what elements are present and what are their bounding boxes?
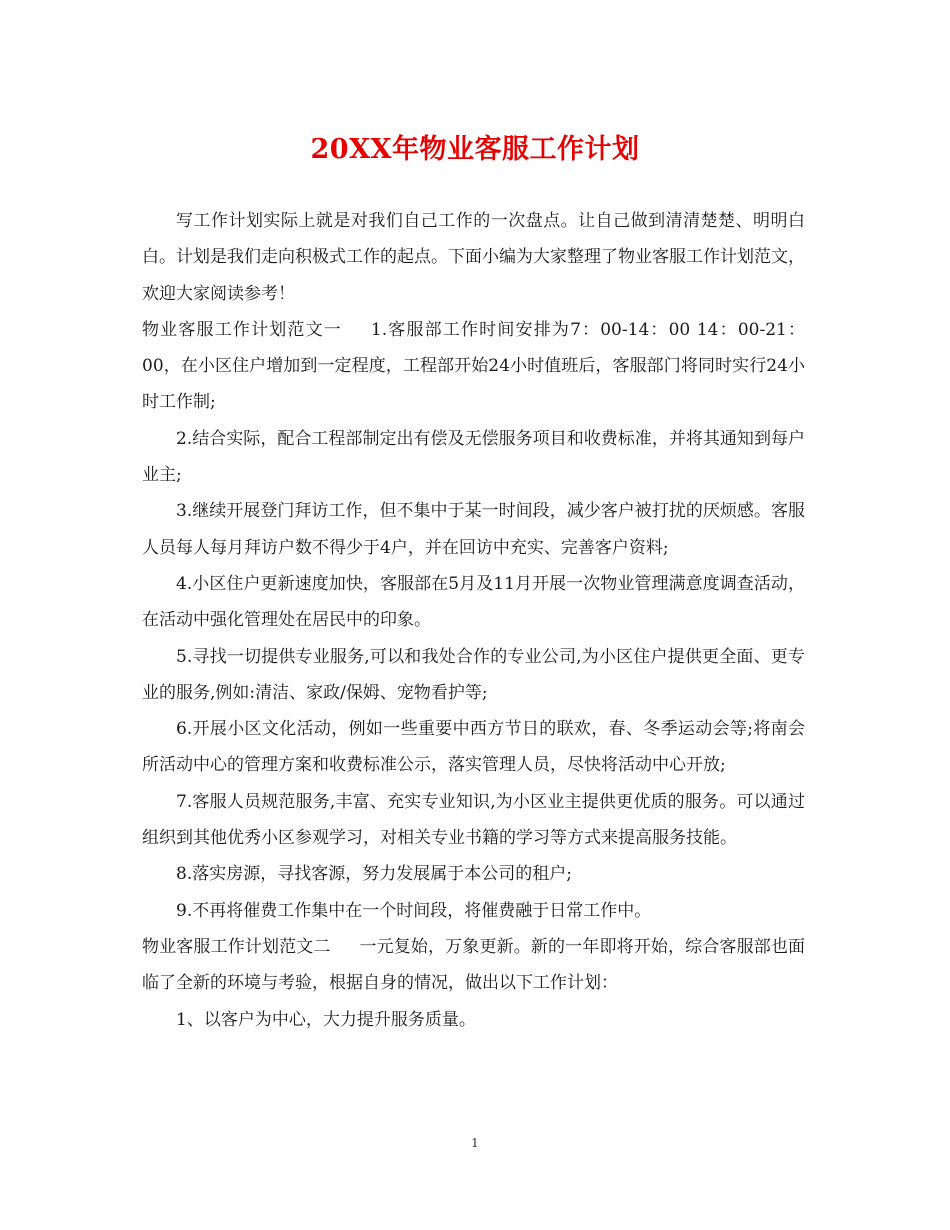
document-body: [142, 203, 805, 1038]
section1-heading: 物业客服工作计划范文一: [142, 319, 342, 340]
intro-paragraph: 写工作计划实际上就是对我们自己工作的一次盘点。让自己做到清清楚楚、明明白白。计划是我们走向积极式工作的起点。下面小编为大家整理了物业客服工作计划范文，欢迎大家阅读参考！: [142, 211, 805, 304]
section2-heading: 物业客服工作计划范文二: [142, 936, 331, 957]
section2-intro: 一元复始，万象更新。新的一年即将开始，综合客服部也面临了全新的环境与考验，根据自身的情况，做出以下工作计划：: [142, 936, 806, 994]
section1-item-4: 4.小区住户更新速度加快，客服部在5月及11月开展一次物业管理满意度调查活动，在活动中强化管理处在居民中的印象。: [142, 573, 805, 631]
document-title: 20XX年物业客服工作计划: [310, 134, 640, 165]
section1-first-paragraph: [142, 312, 805, 421]
section2-first-paragraph: [142, 929, 805, 1002]
section1-item-5: 5.寻找一切提供专业服务,可以和我处合作的专业公司,为小区住户提供更全面、更专业的服务,例如:清洁、家政/保姆、宠物看护等;: [142, 646, 805, 703]
page-number: 1: [471, 1136, 479, 1150]
section1-item-1: 1.客服部工作时间安排为7：00-14：00 14：00-21：00，在小区住户增加到一定程度，工程部开始24小时值班后，客服部门将同时实行24小时工作制;: [142, 319, 806, 413]
section2-item-1: 1、以客户为中心，大力提升服务质量。: [176, 1009, 476, 1030]
section1-item-6: 6.开展小区文化活动，例如一些重要中西方节日的联欢，春、冬季运动会等;将南会所活动中心的管理方案和收费标准公示，落实管理人员，尽快将活动中心开放;: [142, 719, 805, 776]
section1-item-8: 8.落实房源，寻找客源，努力发展属于本公司的租户;: [176, 864, 572, 885]
section1-item-3: 3.继续开展登门拜访工作，但不集中于某一时间段，减少客户被打扰的厌烦感。客服人员每人每月拜访户数不得少于4户，并在回访中充实、完善客户资料;: [142, 501, 805, 558]
section1-item-2: 2.结合实际，配合工程部制定出有偿及无偿服务项目和收费标准，并将其通知到每户业主;: [142, 428, 805, 486]
section1-item-9: 9.不再将催费工作集中在一个时间段，将催费融于日常工作中。: [176, 900, 652, 921]
section1-item-7: 7.客服人员规范服务,丰富、充实专业知识,为小区业主提供更优质的服务。可以通过组织到其他优秀小区参观学习，对相关专业书籍的学习等方式来提高服务技能。: [142, 791, 805, 849]
